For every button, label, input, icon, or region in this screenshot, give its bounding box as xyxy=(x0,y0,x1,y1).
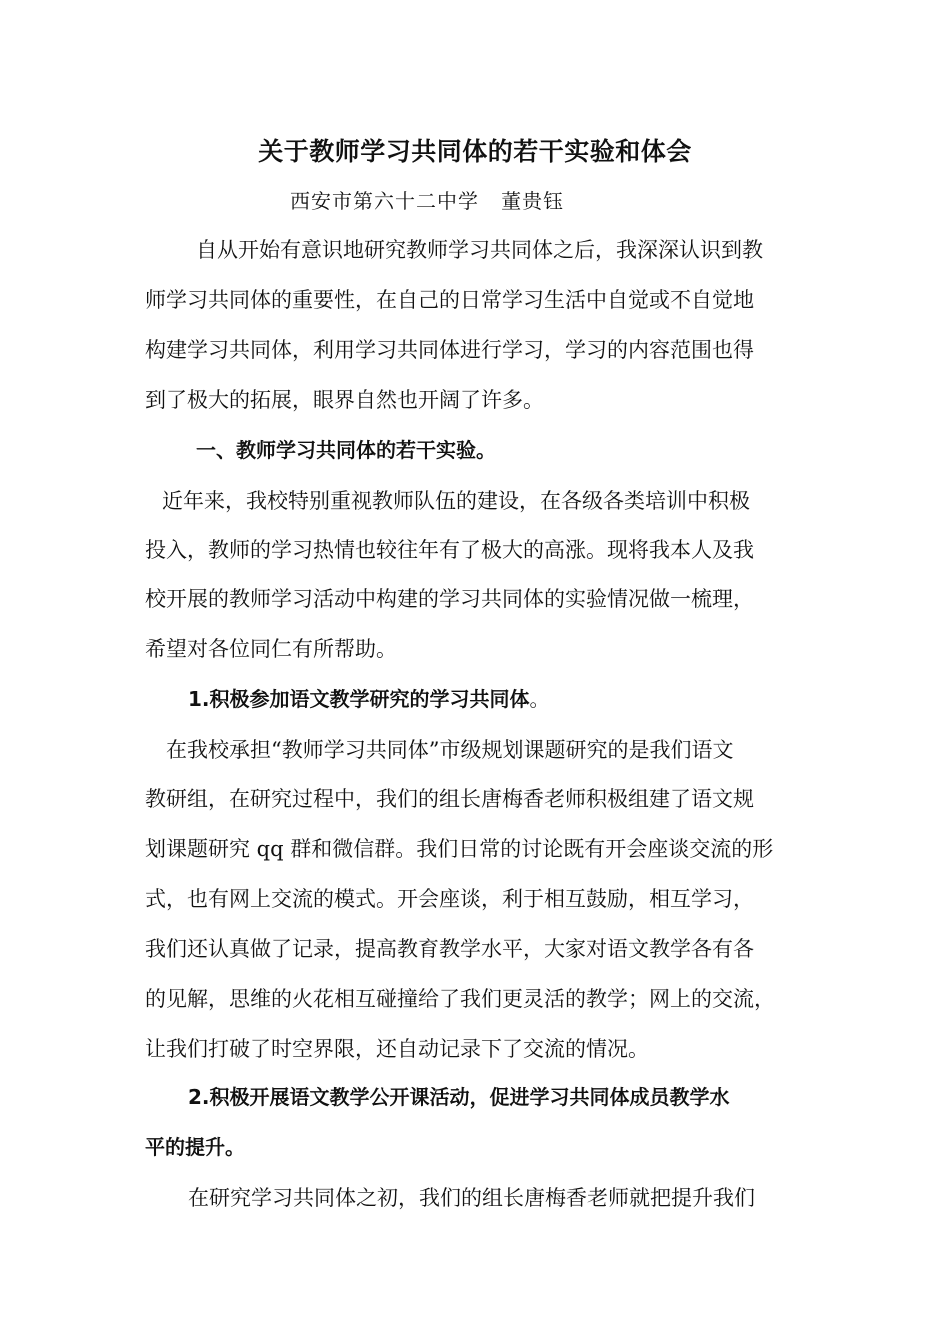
sub2-heading-line-1: 2.积极开展语文教学公开课活动，促进学习共同体成员教学水 xyxy=(188,1085,730,1109)
author-line: 西安市第六十二中学 董贵钰 xyxy=(290,189,565,213)
sub2-line-1: 在研究学习共同体之初，我们的组长唐梅香老师就把提升我们 xyxy=(188,1186,755,1210)
section1-line-2: 投入，教师的学习热情也较往年有了极大的高涨。现将我本人及我 xyxy=(145,538,754,562)
intro-line-3: 构建学习共同体，利用学习共同体进行学习，学习的内容范围也得 xyxy=(145,338,754,362)
sub1-line-1: 在我校承担“教师学习共同体”市级规划课题研究的是我们语文 xyxy=(166,738,734,762)
section1-line-3: 校开展的教师学习活动中构建的学习共同体的实验情况做一梳理， xyxy=(145,587,754,611)
intro-line-2: 师学习共同体的重要性，在自己的日常学习生活中自觉或不自觉地 xyxy=(145,288,754,312)
section1-line-4: 希望对各位同仁有所帮助。 xyxy=(145,637,397,661)
section1-line-1: 近年来，我校特别重视教师队伍的建设，在各级各类培训中积极 xyxy=(162,489,750,513)
intro-line-4: 到了极大的拓展，眼界自然也开阔了许多。 xyxy=(145,388,544,412)
sub1-line-5: 我们还认真做了记录，提高教育教学水平，大家对语文教学各有各 xyxy=(145,937,754,961)
sub1-line-4: 式，也有网上交流的模式。开会座谈，利于相互鼓励，相互学习， xyxy=(145,887,754,911)
section1-heading: 一、教师学习共同体的若干实验。 xyxy=(196,438,496,462)
intro-line-1: 自从开始有意识地研究教师学习共同体之后，我深深认识到教 xyxy=(196,238,763,262)
sub1-line-7: 让我们打破了时空界限，还自动记录下了交流的情况。 xyxy=(145,1037,649,1061)
sub1-line-2: 教研组，在研究过程中，我们的组长唐梅香老师积极组建了语文规 xyxy=(145,787,754,811)
sub2-heading-line-2: 平的提升。 xyxy=(145,1135,245,1159)
document-title: 关于教师学习共同体的若干实验和体会 xyxy=(258,137,692,166)
sub1-line-3: 划课题研究 qq 群和微信群。我们日常的讨论既有开会座谈交流的形 xyxy=(145,837,774,861)
sub1-heading: 1.积极参加语文教学研究的学习共同体 xyxy=(188,687,530,711)
sub1-heading-punct: 。 xyxy=(529,687,550,711)
sub1-heading-row xyxy=(188,682,550,716)
sub1-line-6: 的见解，思维的火花相互碰撞给了我们更灵活的教学；网上的交流， xyxy=(145,987,775,1011)
